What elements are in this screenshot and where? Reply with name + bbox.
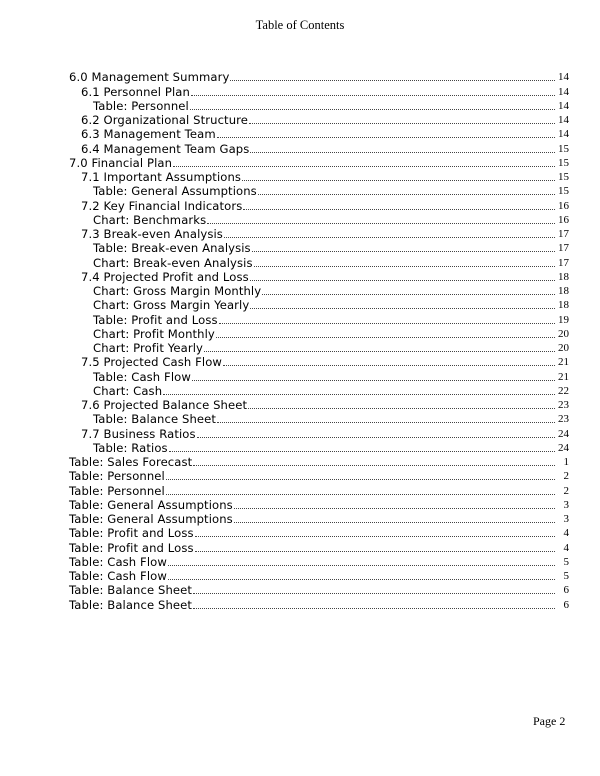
dot-leader <box>230 80 555 81</box>
dot-leader <box>250 280 555 281</box>
toc-entry-title: 7.3 Break-even Analysis <box>81 227 223 241</box>
toc-entry[interactable] <box>69 113 569 127</box>
toc-entry[interactable] <box>69 384 569 398</box>
dot-leader <box>234 508 555 509</box>
toc-entry-title: 6.4 Management Team Gaps <box>81 141 250 156</box>
toc-entry-page: 4 <box>563 541 569 554</box>
toc-entry-title: Table: Balance Sheet <box>69 583 193 598</box>
toc-entry-page: 17 <box>558 242 569 255</box>
toc-entry-title: Table: Profit and Loss <box>69 526 194 541</box>
toc-entry-title: Table: Personnel <box>93 98 189 113</box>
dot-leader <box>169 451 555 452</box>
page-number: Page 2 <box>533 714 566 728</box>
toc-entry[interactable] <box>69 555 569 569</box>
toc-entry-page: 20 <box>558 342 569 354</box>
toc-entry[interactable] <box>69 341 569 355</box>
dot-leader <box>258 194 555 195</box>
toc-entry-page: 23 <box>558 413 569 426</box>
dot-leader <box>168 579 555 580</box>
toc-entry-title: Table: Cash Flow <box>69 554 167 569</box>
toc-entry-page: 21 <box>558 370 569 383</box>
toc-entry-title: Table: Cash Flow <box>69 569 167 583</box>
dot-leader <box>168 565 555 566</box>
dot-leader <box>217 137 555 138</box>
toc-entry[interactable] <box>69 255 569 269</box>
toc-entry-title: Table: General Assumptions <box>69 497 233 512</box>
dot-leader <box>193 465 555 466</box>
dot-leader <box>216 337 555 338</box>
toc-entry[interactable] <box>69 412 569 426</box>
toc-entry[interactable] <box>69 84 569 98</box>
toc-entry[interactable] <box>69 298 569 312</box>
toc-entry[interactable] <box>69 156 569 170</box>
toc-entry[interactable] <box>69 426 569 440</box>
toc-entry-title: Table: Cash Flow <box>93 369 191 384</box>
toc-entry-page: 24 <box>558 441 569 454</box>
toc-entry-title: 6.0 Management Summary <box>69 70 230 85</box>
table-of-contents <box>69 70 569 612</box>
toc-entry-title: 7.6 Projected Balance Sheet <box>81 398 248 412</box>
dot-leader <box>223 365 555 366</box>
toc-entry-page: 17 <box>558 228 569 240</box>
toc-entry-page: 6 <box>563 598 569 611</box>
dot-leader <box>193 593 555 594</box>
dot-leader <box>204 351 555 352</box>
toc-entry-page: 1 <box>563 456 569 468</box>
toc-entry-title: 6.3 Management Team <box>81 127 216 142</box>
toc-entry-page: 24 <box>558 427 569 440</box>
toc-entry-page: 15 <box>558 185 569 198</box>
toc-entry-page: 2 <box>563 484 569 497</box>
toc-entry-title: 7.1 Important Assumptions <box>81 170 242 184</box>
toc-entry-page: 2 <box>563 470 569 483</box>
toc-entry[interactable] <box>69 213 569 227</box>
dot-leader <box>190 109 555 110</box>
toc-entry-title: Table: Ratios <box>93 440 168 455</box>
toc-entry-page: 15 <box>558 142 569 155</box>
toc-entry-title: 6.2 Organizational Structure <box>81 113 248 127</box>
toc-entry[interactable] <box>69 469 569 483</box>
toc-entry-title: 6.1 Personnel Plan <box>81 84 190 99</box>
dot-leader <box>252 251 555 252</box>
toc-entry[interactable] <box>69 70 569 84</box>
toc-entry-page: 14 <box>558 71 569 84</box>
toc-entry[interactable] <box>69 540 569 554</box>
toc-entry[interactable] <box>69 398 569 412</box>
toc-entry-title: 7.7 Business Ratios <box>81 426 196 441</box>
toc-entry-page: 18 <box>558 299 569 312</box>
toc-entry-title: Table: Personnel <box>69 483 165 498</box>
toc-entry-page: 18 <box>558 270 569 283</box>
toc-entry[interactable] <box>69 512 569 526</box>
dot-leader <box>242 180 555 181</box>
toc-entry-title: 7.4 Projected Profit and Loss <box>81 269 249 284</box>
toc-entry-title: Table: Break-even Analysis <box>93 241 251 256</box>
dot-leader <box>217 422 555 423</box>
dot-leader <box>193 608 555 609</box>
toc-entry-title: Chart: Profit Yearly <box>93 341 204 355</box>
dot-leader <box>163 394 555 395</box>
toc-entry[interactable] <box>69 526 569 540</box>
toc-entry[interactable] <box>69 141 569 155</box>
dot-leader <box>207 223 555 224</box>
toc-entry-page: 21 <box>558 356 569 369</box>
toc-entry-title: Table: Profit and Loss <box>69 540 194 555</box>
toc-entry[interactable] <box>69 455 569 469</box>
toc-entry[interactable] <box>69 597 569 611</box>
dot-leader <box>197 437 555 438</box>
toc-entry-title: Chart: Break-even Analysis <box>93 255 253 270</box>
toc-entry-title: Table: Balance Sheet <box>93 412 217 427</box>
toc-entry-title: Chart: Benchmarks <box>93 212 207 227</box>
dot-leader <box>249 123 555 124</box>
toc-entry[interactable] <box>69 327 569 341</box>
toc-entry-title: 7.2 Key Financial Indicators <box>81 198 243 213</box>
toc-entry-page: 14 <box>558 85 569 98</box>
toc-entry-page: 5 <box>563 570 569 582</box>
page-header-title: Table of Contents <box>255 18 345 32</box>
dot-leader <box>224 237 555 238</box>
toc-entry-page: 15 <box>558 171 569 183</box>
toc-entry[interactable] <box>69 99 569 113</box>
toc-entry[interactable] <box>69 312 569 326</box>
toc-entry[interactable] <box>69 227 569 241</box>
toc-entry-title: 7.0 Financial Plan <box>69 155 173 170</box>
dot-leader <box>166 494 555 495</box>
dot-leader <box>234 522 555 523</box>
toc-entry[interactable] <box>69 198 569 212</box>
toc-entry-title: Table: Balance Sheet <box>69 597 193 612</box>
toc-entry-page: 19 <box>558 313 569 326</box>
toc-entry[interactable] <box>69 355 569 369</box>
toc-entry-page: 3 <box>563 513 569 525</box>
toc-entry-page: 6 <box>563 584 569 597</box>
dot-leader <box>195 551 555 552</box>
dot-leader <box>173 166 555 167</box>
dot-leader <box>262 294 555 295</box>
toc-entry[interactable] <box>69 184 569 198</box>
toc-entry-title: Table: Personnel <box>69 469 165 484</box>
toc-entry[interactable] <box>69 441 569 455</box>
toc-entry[interactable] <box>69 270 569 284</box>
toc-entry-page: 15 <box>558 156 569 169</box>
dot-leader <box>250 308 555 309</box>
toc-entry-title: Table: Profit and Loss <box>93 312 218 327</box>
toc-entry-page: 16 <box>558 213 569 226</box>
toc-entry[interactable] <box>69 583 569 597</box>
toc-entry[interactable] <box>69 127 569 141</box>
toc-entry[interactable] <box>69 241 569 255</box>
toc-entry-title: Chart: Gross Margin Yearly <box>93 298 250 313</box>
toc-entry-page: 22 <box>558 384 569 397</box>
toc-entry-page: 3 <box>563 498 569 511</box>
dot-leader <box>243 209 555 210</box>
dot-leader <box>195 536 555 537</box>
toc-entry-title: Chart: Profit Monthly <box>93 326 215 341</box>
toc-entry-page: 16 <box>558 199 569 212</box>
toc-entry-title: 7.5 Projected Cash Flow <box>81 355 223 370</box>
toc-entry[interactable] <box>69 369 569 383</box>
toc-entry[interactable] <box>69 284 569 298</box>
toc-entry-page: 4 <box>563 527 569 540</box>
toc-entry[interactable] <box>69 483 569 497</box>
dot-leader <box>191 95 555 96</box>
dot-leader <box>248 408 555 409</box>
toc-entry-page: 18 <box>558 285 569 297</box>
toc-entry[interactable] <box>69 498 569 512</box>
toc-entry-title: Table: Sales Forecast <box>69 455 193 469</box>
toc-entry-title: Table: General Assumptions <box>69 512 233 526</box>
toc-entry[interactable] <box>69 569 569 583</box>
toc-entry-page: 20 <box>558 327 569 340</box>
toc-entry-page: 14 <box>558 128 569 141</box>
toc-entry-title: Chart: Gross Margin Monthly <box>93 284 262 298</box>
dot-leader <box>250 152 555 153</box>
toc-entry-title: Table: General Assumptions <box>93 184 257 199</box>
dot-leader <box>192 380 555 381</box>
toc-entry[interactable] <box>69 170 569 184</box>
dot-leader <box>219 323 555 324</box>
toc-entry-page: 5 <box>563 555 569 568</box>
dot-leader <box>254 266 555 267</box>
toc-entry-page: 14 <box>558 99 569 112</box>
toc-entry-title: Chart: Cash <box>93 383 163 398</box>
toc-entry-page: 14 <box>558 114 569 126</box>
toc-entry-page: 17 <box>558 256 569 269</box>
toc-entry-page: 23 <box>558 399 569 411</box>
dot-leader <box>166 479 555 480</box>
